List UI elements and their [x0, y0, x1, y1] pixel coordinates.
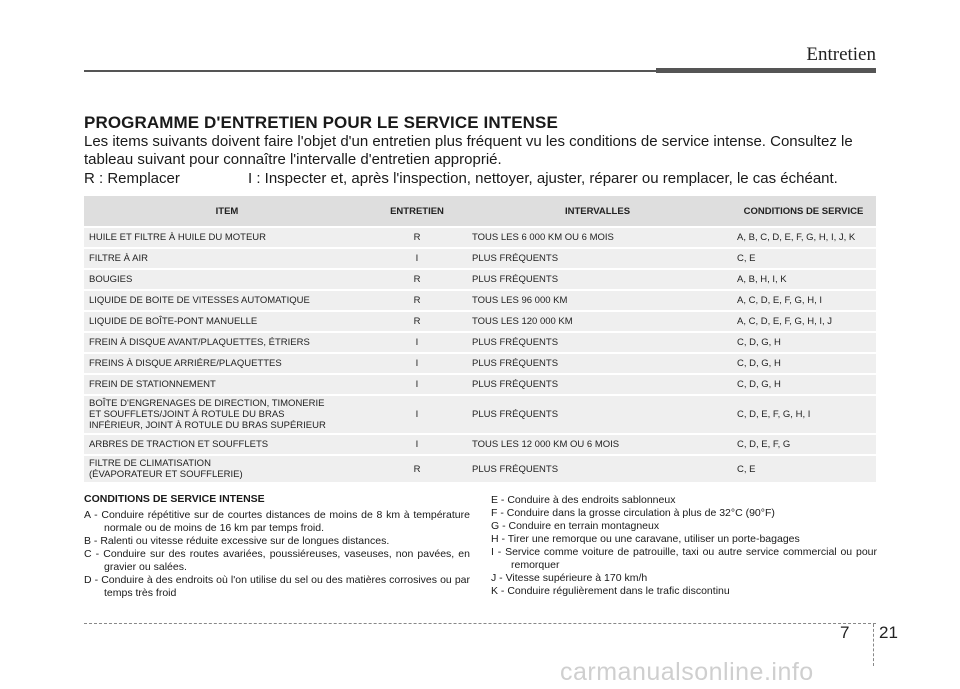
legend-inspect: I : Inspecter et, après l'inspection, nettoyer, ajuster, réparer ou remplacer, le cas échéant. — [248, 170, 838, 187]
page-title: PROGRAMME D'ENTRETIEN POUR LE SERVICE INTENSE — [84, 113, 558, 132]
table-row — [84, 270, 876, 289]
legend-replace: R : Remplacer — [84, 170, 180, 187]
cell-entretien: I — [370, 354, 464, 373]
cell-conditions: C, D, G, H — [731, 333, 876, 352]
legend — [84, 170, 884, 188]
condition-item: A - Conduire répétitive sur de courtes distances de moins de 8 km à température normale ou de moins de 16 km par temps froid. — [84, 509, 470, 534]
cell-item: ARBRES DE TRACTION ET SOUFFLETS — [84, 435, 370, 454]
cell-entretien: R — [370, 270, 464, 289]
condition-item: F - Conduire dans la grosse circulation à plus de 32°C (90°F) — [491, 507, 775, 519]
cell-conditions: C, D, G, H — [731, 375, 876, 394]
cell-conditions: A, C, D, E, F, G, H, I, J — [731, 312, 876, 331]
table-row — [84, 228, 876, 247]
conditions-heading: CONDITIONS DE SERVICE INTENSE — [84, 493, 265, 505]
cell-conditions: A, B, H, I, K — [731, 270, 876, 289]
cell-intervalles: PLUS FRÉQUENTS — [464, 249, 731, 268]
cell-conditions: A, C, D, E, F, G, H, I — [731, 291, 876, 310]
cell-entretien: R — [370, 291, 464, 310]
condition-item: G - Conduire en terrain montagneux — [491, 520, 660, 532]
cell-item: FREIN DE STATIONNEMENT — [84, 375, 370, 394]
section-title: Entretien — [806, 44, 876, 65]
cell-entretien: R — [370, 228, 464, 247]
condition-item: E - Conduire à des endroits sablonneux — [491, 494, 676, 506]
condition-item: H - Tirer une remorque ou une caravane, utiliser un porte-bagages — [491, 533, 800, 545]
cell-intervalles: TOUS LES 120 000 KM — [464, 312, 731, 331]
header-rule-accent — [656, 68, 876, 73]
intro-paragraph: Les items suivants doivent faire l'objet d'un entretien plus fréquent vu les conditions de service intense. Consultez le tableau suivant pour connaître l'intervalle d'entretien approprié. — [84, 133, 853, 168]
cell-intervalles: PLUS FRÉQUENTS — [464, 456, 731, 482]
cell-item: FILTRE À AIR — [84, 249, 370, 268]
cell-conditions: C, E — [731, 249, 876, 268]
cell-intervalles: TOUS LES 12 000 KM OU 6 MOIS — [464, 435, 731, 454]
cell-intervalles: TOUS LES 6 000 KM OU 6 MOIS — [464, 228, 731, 247]
cell-entretien: I — [370, 333, 464, 352]
condition-item: B - Ralenti ou vitesse réduite excessive sur de longues distances. — [84, 535, 390, 547]
condition-item: K - Conduire régulièrement dans le trafic discontinu — [491, 585, 730, 597]
cell-entretien: I — [370, 396, 464, 433]
cell-conditions: C, D, E, F, G, H, I — [731, 396, 876, 433]
table-row — [84, 396, 876, 433]
cell-entretien: I — [370, 435, 464, 454]
cell-entretien: I — [370, 249, 464, 268]
maintenance-table — [84, 194, 876, 484]
conditions-list-right — [491, 494, 877, 598]
condition-item: D - Conduire à des endroits où l'on utilise du sel ou des matières corrosives ou par temps très froid — [84, 574, 470, 599]
cell-intervalles: PLUS FRÉQUENTS — [464, 270, 731, 289]
table-row — [84, 312, 876, 331]
table-body — [84, 228, 876, 482]
table-row — [84, 333, 876, 352]
col-header-entretien: ENTRETIEN — [370, 196, 464, 226]
table-row — [84, 249, 876, 268]
cell-intervalles: PLUS FRÉQUENTS — [464, 354, 731, 373]
table-row — [84, 375, 876, 394]
cell-item: FREINS À DISQUE ARRIÉRE/PLAQUETTES — [84, 354, 370, 373]
cell-item: BOÎTE D'ENGRENAGES DE DIRECTION, TIMONERIE ET SOUFFLETS/JOINT À ROTULE DU BRAS INFÉRIEUR, JOINT À ROTULE DU BRAS SUPÉRIEUR — [84, 396, 370, 433]
col-header-intervalles: INTERVALLES — [464, 196, 731, 226]
table-header-row — [84, 196, 876, 226]
cell-conditions: A, B, C, D, E, F, G, H, I, J, K — [731, 228, 876, 247]
cell-item: FREIN À DISQUE AVANT/PLAQUETTES, ÉTRIERS — [84, 333, 370, 352]
page-separator — [873, 624, 874, 666]
cell-intervalles: TOUS LES 96 000 KM — [464, 291, 731, 310]
watermark: carmanualsonline.info — [560, 658, 814, 686]
cell-intervalles: PLUS FRÉQUENTS — [464, 333, 731, 352]
col-header-conditions: CONDITIONS DE SERVICE — [731, 196, 876, 226]
cell-entretien: I — [370, 375, 464, 394]
table-row — [84, 435, 876, 454]
cell-item: LIQUIDE DE BOITE DE VITESSES AUTOMATIQUE — [84, 291, 370, 310]
cell-item: FILTRE DE CLIMATISATION (ÉVAPORATEUR ET SOUFFLERIE) — [84, 456, 370, 482]
footer-rule — [84, 623, 876, 624]
cell-entretien: R — [370, 456, 464, 482]
cell-intervalles: PLUS FRÉQUENTS — [464, 375, 731, 394]
header-rule — [84, 70, 656, 72]
table-row — [84, 354, 876, 373]
cell-conditions: C, D, G, H — [731, 354, 876, 373]
conditions-list-left — [84, 509, 470, 600]
cell-item: BOUGIES — [84, 270, 370, 289]
cell-conditions: C, E — [731, 456, 876, 482]
table-row — [84, 456, 876, 482]
condition-item: J - Vitesse supérieure à 170 km/h — [491, 572, 648, 584]
condition-item: I - Service comme voiture de patrouille, taxi ou autre service commercial ou pour remorquer — [491, 546, 877, 571]
table-row — [84, 291, 876, 310]
cell-item: LIQUIDE DE BOÎTE-PONT MANUELLE — [84, 312, 370, 331]
condition-item: C - Conduire sur des routes avariées, poussiéreuses, vaseuses, non pavées, en gravier ou salées. — [84, 548, 470, 573]
cell-entretien: R — [370, 312, 464, 331]
page-number: 21 — [879, 623, 898, 642]
cell-intervalles: PLUS FRÉQUENTS — [464, 396, 731, 433]
cell-conditions: C, D, E, F, G — [731, 435, 876, 454]
cell-item: HUILE ET FILTRE À HUILE DU MOTEUR — [84, 228, 370, 247]
col-header-item: ITEM — [84, 196, 370, 226]
chapter-number: 7 — [840, 623, 850, 642]
